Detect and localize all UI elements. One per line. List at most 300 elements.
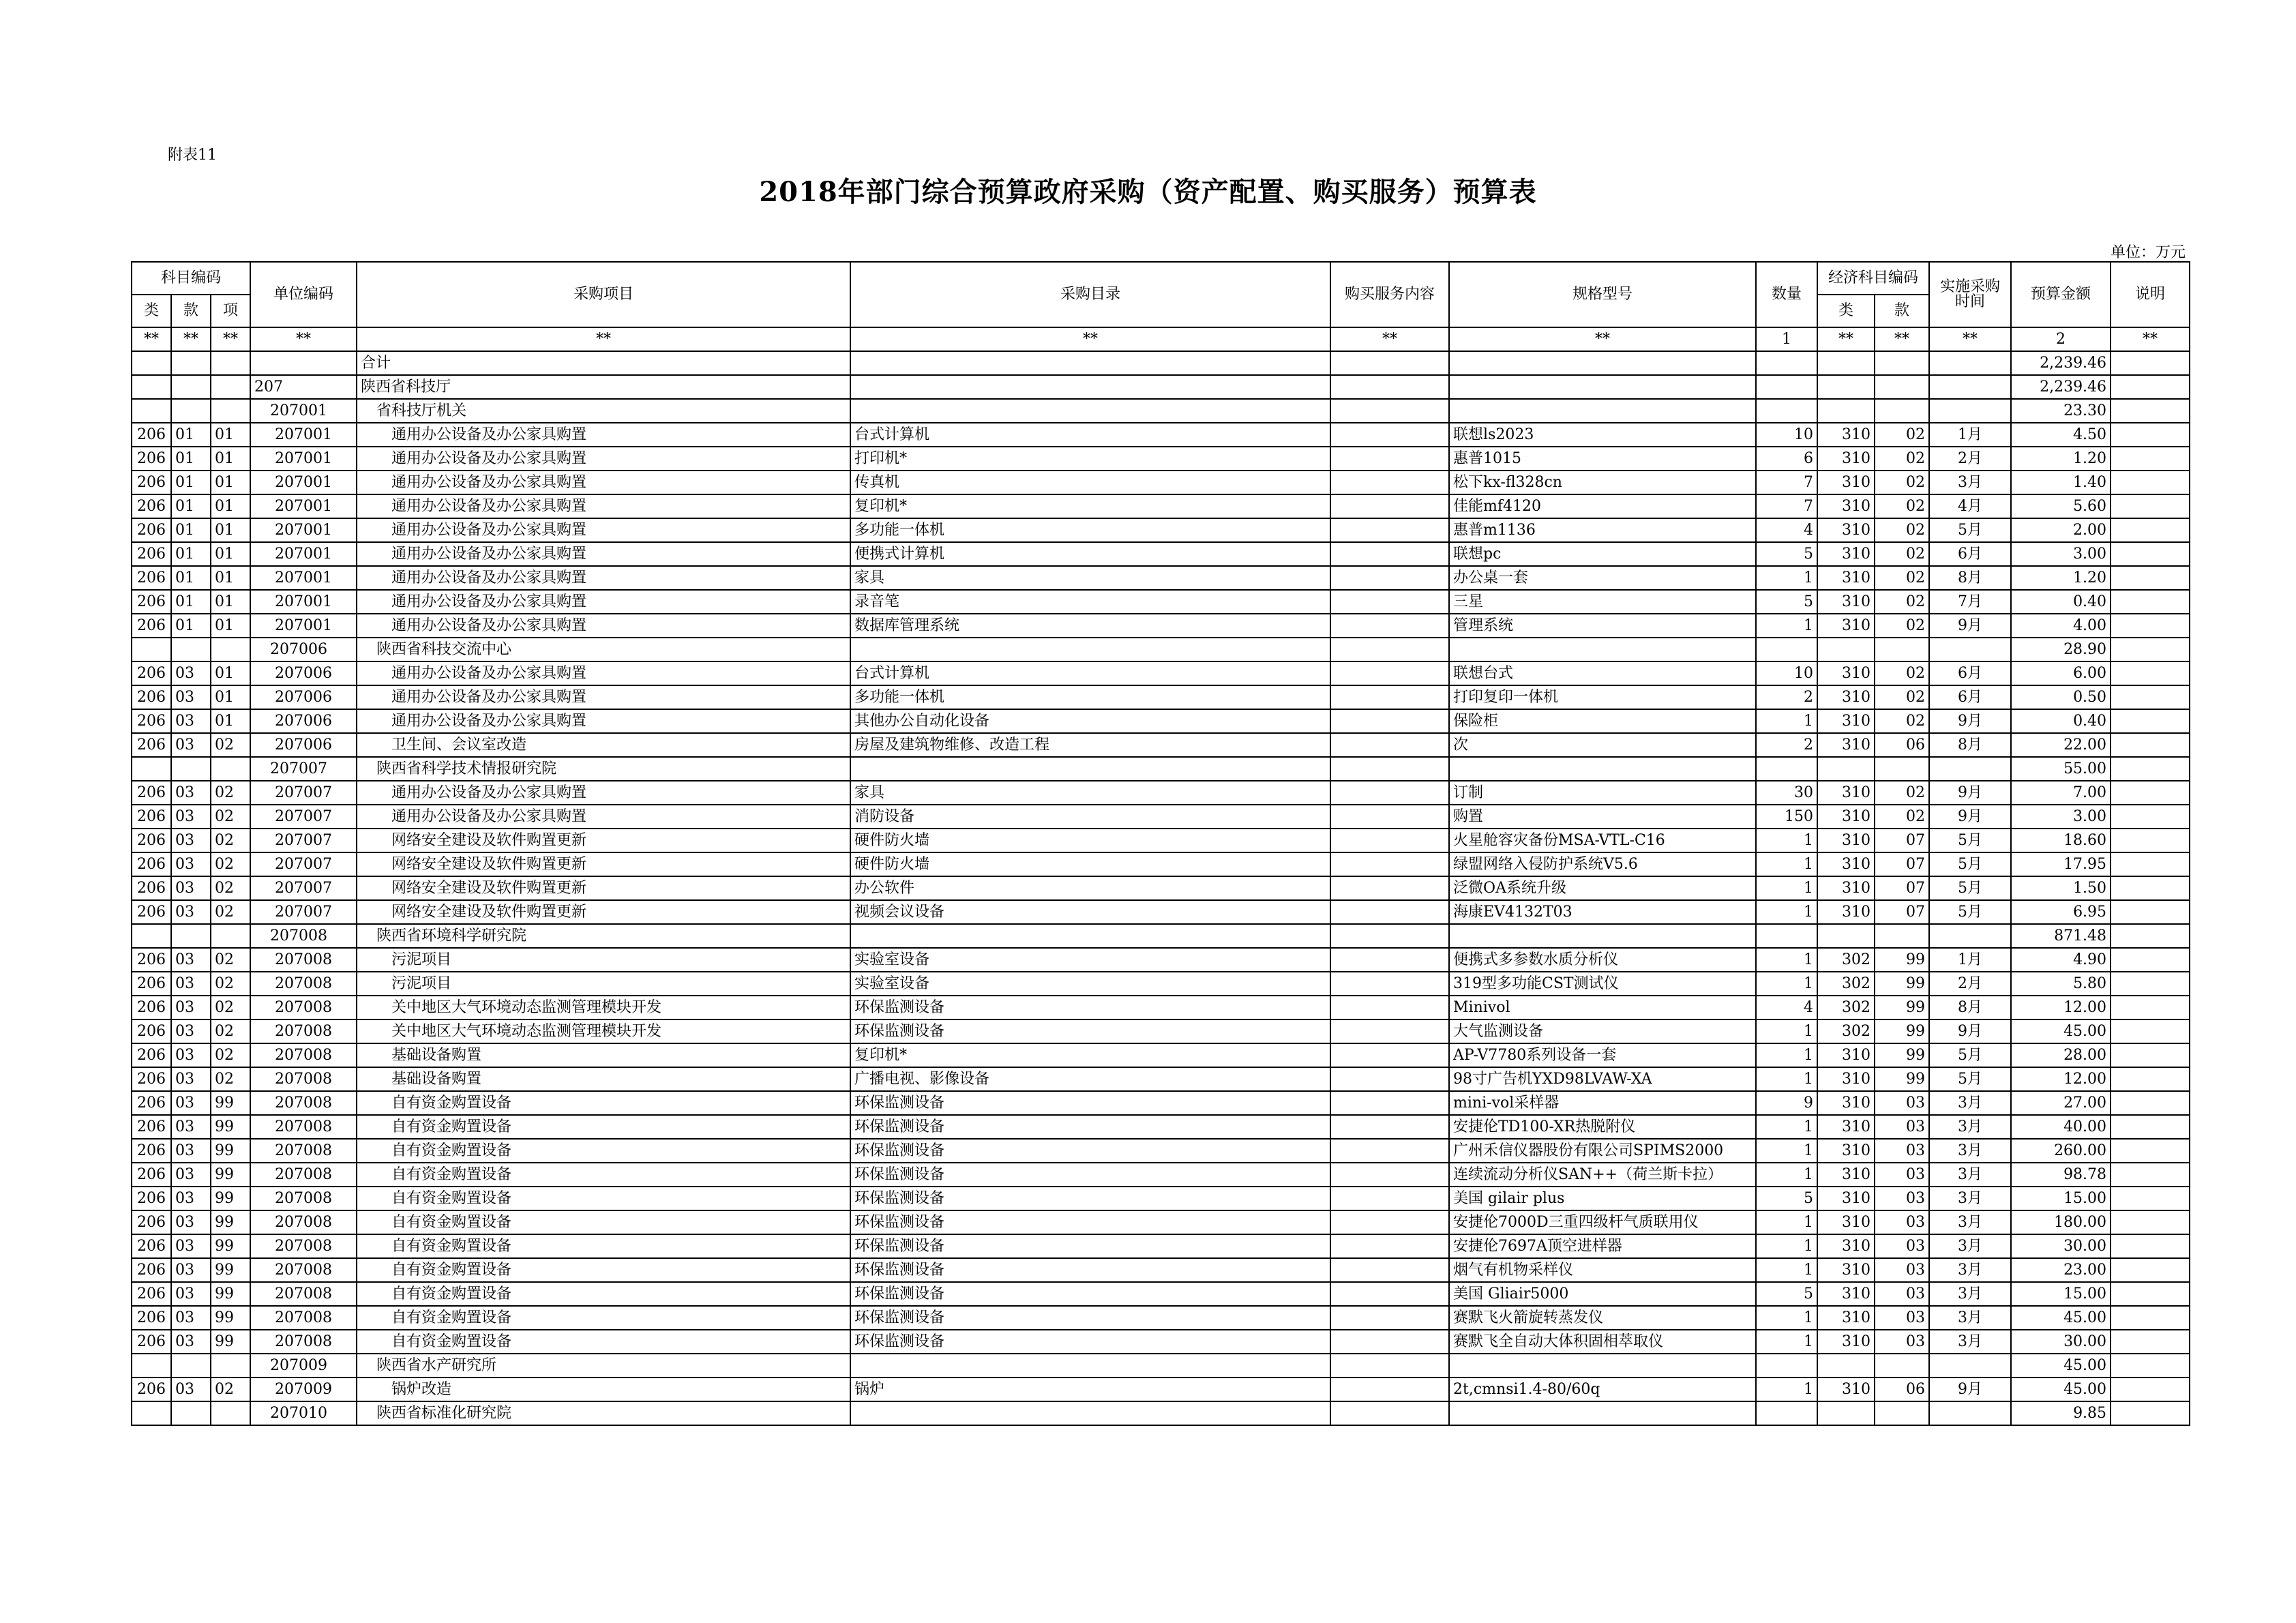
cell-xiang: 02 — [211, 876, 250, 900]
cell-amount: 1.40 — [2011, 471, 2111, 494]
cell-lei — [132, 757, 171, 781]
cell-time: 3月 — [1929, 1163, 2011, 1187]
cell-econ-kuan: 03 — [1875, 1210, 1929, 1234]
table-row — [132, 1019, 2190, 1043]
cell-note — [2111, 852, 2190, 876]
cell-spec: 烟气有机物采样仪 — [1449, 1258, 1756, 1282]
cell-amount: 55.00 — [2011, 757, 2111, 781]
cell-econ-kuan: 03 — [1875, 1115, 1929, 1139]
cell-project: 自有资金购置设备 — [357, 1258, 850, 1282]
cell-unit-code: 207007 — [250, 757, 357, 781]
cell-unit-code: 207001 — [250, 518, 357, 542]
cell-note — [2111, 996, 2190, 1019]
cell-xiang: 02 — [211, 1043, 250, 1067]
cell-note — [2111, 423, 2190, 447]
cell-lei: 206 — [132, 518, 171, 542]
cell-econ-lei: 310 — [1817, 685, 1875, 709]
cell-note — [2111, 375, 2190, 399]
cell-xiang: 99 — [211, 1282, 250, 1306]
cell-time — [1929, 638, 2011, 661]
star-row — [132, 327, 2190, 351]
cell-note — [2111, 542, 2190, 566]
table-row — [132, 972, 2190, 996]
cell-amount: 9.85 — [2011, 1401, 2111, 1425]
cell-econ-kuan: 03 — [1875, 1282, 1929, 1306]
header-lei: 类 — [132, 295, 171, 327]
cell-xiang — [211, 757, 250, 781]
cell-econ-kuan: 03 — [1875, 1139, 1929, 1163]
cell-project: 通用办公设备及办公家具购置 — [357, 566, 850, 590]
cell-qty: 1 — [1756, 566, 1817, 590]
cell-econ-lei: 310 — [1817, 471, 1875, 494]
header-econ-kuan: 款 — [1875, 295, 1929, 327]
cell-lei — [132, 638, 171, 661]
cell-econ-kuan: 07 — [1875, 876, 1929, 900]
cell-xiang: 02 — [211, 1378, 250, 1401]
cell-project: 网络安全建设及软件购置更新 — [357, 900, 850, 924]
cell-spec: 泛微OA系统升级 — [1449, 876, 1756, 900]
table-row — [132, 1115, 2190, 1139]
cell-unit-code: 207009 — [250, 1378, 357, 1401]
cell-econ-kuan — [1875, 638, 1929, 661]
cell-amount: 30.00 — [2011, 1234, 2111, 1258]
cell-note — [2111, 351, 2190, 375]
cell-econ-kuan — [1875, 924, 1929, 948]
cell-kuan: 01 — [171, 518, 211, 542]
cell-lei: 206 — [132, 685, 171, 709]
cell-econ-lei — [1817, 638, 1875, 661]
cell-time — [1929, 351, 2011, 375]
cell-note — [2111, 948, 2190, 972]
cell-lei: 206 — [132, 805, 171, 829]
cell-spec: 海康EV4132T03 — [1449, 900, 1756, 924]
cell-project: 自有资金购置设备 — [357, 1282, 850, 1306]
cell-amount: 30.00 — [2011, 1330, 2111, 1354]
cell-amount: 0.40 — [2011, 590, 2111, 614]
table-row — [132, 876, 2190, 900]
cell-xiang — [211, 924, 250, 948]
cell-catalog: 实验室设备 — [850, 948, 1330, 972]
cell-kuan: 01 — [171, 447, 211, 471]
header-catalog: 采购目录 — [850, 262, 1330, 327]
cell-service — [1330, 494, 1449, 518]
cell-qty: 1 — [1756, 829, 1817, 852]
cell-qty: 150 — [1756, 805, 1817, 829]
cell-spec: Minivol — [1449, 996, 1756, 1019]
cell-econ-kuan: 03 — [1875, 1091, 1929, 1115]
cell-spec: 安捷伦7697A顶空进样器 — [1449, 1234, 1756, 1258]
cell-qty: 1 — [1756, 1043, 1817, 1067]
cell-xiang: 99 — [211, 1187, 250, 1210]
cell-unit-code: 207008 — [250, 1115, 357, 1139]
cell-econ-lei: 310 — [1817, 423, 1875, 447]
cell-econ-lei: 310 — [1817, 805, 1875, 829]
cell-econ-lei: 310 — [1817, 876, 1875, 900]
cell-unit-code: 207001 — [250, 447, 357, 471]
cell-service — [1330, 351, 1449, 375]
cell-catalog: 硬件防火墙 — [850, 852, 1330, 876]
cell-catalog: 家具 — [850, 781, 1330, 805]
cell-kuan: 03 — [171, 1378, 211, 1401]
cell-note — [2111, 1067, 2190, 1091]
cell-time: 5月 — [1929, 876, 2011, 900]
cell-lei: 206 — [132, 1210, 171, 1234]
cell-amount: 2,239.46 — [2011, 375, 2111, 399]
cell-spec — [1449, 1401, 1756, 1425]
cell-note — [2111, 590, 2190, 614]
cell-kuan — [171, 375, 211, 399]
cell-amount: 45.00 — [2011, 1354, 2111, 1378]
cell-time: 5月 — [1929, 900, 2011, 924]
cell-unit-code: 207008 — [250, 996, 357, 1019]
table-row — [132, 518, 2190, 542]
cell-amount: 27.00 — [2011, 1091, 2111, 1115]
header-econ-lei: 类 — [1817, 295, 1875, 327]
cell-econ-lei: 310 — [1817, 1306, 1875, 1330]
cell-unit-code: 207006 — [250, 685, 357, 709]
cell-econ-lei: 310 — [1817, 1210, 1875, 1234]
cell-service — [1330, 996, 1449, 1019]
cell-service — [1330, 1330, 1449, 1354]
cell-qty: 1 — [1756, 614, 1817, 638]
cell-time — [1929, 924, 2011, 948]
cell-catalog: 环保监测设备 — [850, 1306, 1330, 1330]
cell-qty: 1 — [1756, 709, 1817, 733]
cell-econ-lei — [1817, 1401, 1875, 1425]
cell-amount: 15.00 — [2011, 1282, 2111, 1306]
cell-catalog: 其他办公自动化设备 — [850, 709, 1330, 733]
cell-spec: 2t,cmnsi1.4-80/60q — [1449, 1378, 1756, 1401]
cell-spec: 松下kx-fl328cn — [1449, 471, 1756, 494]
cell-note — [2111, 1258, 2190, 1282]
cell-service — [1330, 566, 1449, 590]
cell-catalog — [850, 638, 1330, 661]
cell-lei: 206 — [132, 733, 171, 757]
cell-kuan: 03 — [171, 781, 211, 805]
cell-service — [1330, 423, 1449, 447]
cell-kuan: 03 — [171, 1306, 211, 1330]
cell-lei: 206 — [132, 494, 171, 518]
cell-time: 3月 — [1929, 1330, 2011, 1354]
table-row — [132, 829, 2190, 852]
cell-catalog: 消防设备 — [850, 805, 1330, 829]
star-cell: ** — [171, 327, 211, 351]
cell-unit-code: 207008 — [250, 1330, 357, 1354]
cell-service — [1330, 471, 1449, 494]
cell-project: 污泥项目 — [357, 972, 850, 996]
cell-catalog: 复印机* — [850, 1043, 1330, 1067]
cell-qty: 1 — [1756, 1115, 1817, 1139]
cell-time: 3月 — [1929, 1091, 2011, 1115]
cell-note — [2111, 447, 2190, 471]
cell-kuan: 03 — [171, 1139, 211, 1163]
cell-unit-code: 207008 — [250, 1163, 357, 1187]
cell-kuan: 03 — [171, 805, 211, 829]
cell-lei: 206 — [132, 614, 171, 638]
header-econ-code: 经济科目编码 — [1817, 262, 1929, 295]
cell-econ-kuan: 06 — [1875, 1378, 1929, 1401]
cell-unit-code: 207008 — [250, 1139, 357, 1163]
cell-lei — [132, 399, 171, 423]
cell-service — [1330, 781, 1449, 805]
cell-kuan: 01 — [171, 614, 211, 638]
cell-qty: 1 — [1756, 1258, 1817, 1282]
cell-note — [2111, 781, 2190, 805]
cell-spec: 火星舱容灾备份MSA-VTL-C16 — [1449, 829, 1756, 852]
cell-amount: 45.00 — [2011, 1306, 2111, 1330]
table-row — [132, 1258, 2190, 1282]
cell-amount: 23.00 — [2011, 1258, 2111, 1282]
cell-econ-lei: 302 — [1817, 1019, 1875, 1043]
cell-qty: 5 — [1756, 1282, 1817, 1306]
cell-note — [2111, 829, 2190, 852]
cell-unit-code: 207008 — [250, 1234, 357, 1258]
cell-kuan: 01 — [171, 471, 211, 494]
cell-qty: 5 — [1756, 1187, 1817, 1210]
cell-catalog: 环保监测设备 — [850, 1139, 1330, 1163]
cell-catalog: 环保监测设备 — [850, 1019, 1330, 1043]
cell-amount: 3.00 — [2011, 542, 2111, 566]
cell-project: 陕西省标准化研究院 — [357, 1401, 850, 1425]
cell-qty: 4 — [1756, 996, 1817, 1019]
cell-project: 网络安全建设及软件购置更新 — [357, 876, 850, 900]
cell-qty: 6 — [1756, 447, 1817, 471]
cell-kuan: 01 — [171, 590, 211, 614]
table-row — [132, 733, 2190, 757]
cell-time: 9月 — [1929, 781, 2011, 805]
cell-econ-lei: 310 — [1817, 1067, 1875, 1091]
cell-xiang: 99 — [211, 1306, 250, 1330]
cell-catalog: 环保监测设备 — [850, 1210, 1330, 1234]
cell-qty: 10 — [1756, 423, 1817, 447]
cell-service — [1330, 1115, 1449, 1139]
cell-econ-lei: 310 — [1817, 542, 1875, 566]
cell-catalog: 多功能一体机 — [850, 685, 1330, 709]
cell-econ-kuan — [1875, 399, 1929, 423]
cell-spec — [1449, 924, 1756, 948]
cell-lei: 206 — [132, 1330, 171, 1354]
cell-xiang: 01 — [211, 566, 250, 590]
cell-time: 9月 — [1929, 1019, 2011, 1043]
cell-qty: 1 — [1756, 1306, 1817, 1330]
cell-amount: 871.48 — [2011, 924, 2111, 948]
cell-amount: 2.00 — [2011, 518, 2111, 542]
cell-lei: 206 — [132, 1043, 171, 1067]
cell-time: 8月 — [1929, 566, 2011, 590]
cell-project: 通用办公设备及办公家具购置 — [357, 494, 850, 518]
cell-service — [1330, 542, 1449, 566]
cell-xiang: 99 — [211, 1163, 250, 1187]
cell-catalog: 复印机* — [850, 494, 1330, 518]
cell-spec: 打印复印一体机 — [1449, 685, 1756, 709]
cell-unit-code: 207001 — [250, 590, 357, 614]
cell-time: 9月 — [1929, 805, 2011, 829]
cell-project: 通用办公设备及办公家具购置 — [357, 447, 850, 471]
cell-qty: 1 — [1756, 1330, 1817, 1354]
cell-service — [1330, 757, 1449, 781]
cell-amount: 180.00 — [2011, 1210, 2111, 1234]
cell-catalog: 实验室设备 — [850, 972, 1330, 996]
cell-lei: 206 — [132, 1067, 171, 1091]
cell-econ-kuan: 03 — [1875, 1187, 1929, 1210]
cell-amount: 4.50 — [2011, 423, 2111, 447]
cell-lei: 206 — [132, 471, 171, 494]
cell-lei: 206 — [132, 1091, 171, 1115]
cell-time: 3月 — [1929, 1115, 2011, 1139]
cell-amount: 6.00 — [2011, 661, 2111, 685]
cell-econ-kuan: 99 — [1875, 948, 1929, 972]
cell-unit-code: 207001 — [250, 566, 357, 590]
cell-time — [1929, 757, 2011, 781]
cell-qty: 7 — [1756, 494, 1817, 518]
table-row — [132, 757, 2190, 781]
cell-lei — [132, 1354, 171, 1378]
cell-amount: 6.95 — [2011, 900, 2111, 924]
table-row — [132, 924, 2190, 948]
cell-spec: 订制 — [1449, 781, 1756, 805]
cell-kuan: 01 — [171, 566, 211, 590]
cell-unit-code: 207008 — [250, 1210, 357, 1234]
cell-service — [1330, 1258, 1449, 1282]
cell-time: 9月 — [1929, 709, 2011, 733]
cell-lei: 206 — [132, 1139, 171, 1163]
cell-project: 通用办公设备及办公家具购置 — [357, 781, 850, 805]
cell-unit-code: 207001 — [250, 471, 357, 494]
cell-service — [1330, 1378, 1449, 1401]
cell-unit-code: 207008 — [250, 1282, 357, 1306]
cell-project: 陕西省科技厅 — [357, 375, 850, 399]
cell-note — [2111, 1210, 2190, 1234]
cell-xiang: 01 — [211, 471, 250, 494]
cell-qty: 1 — [1756, 948, 1817, 972]
cell-service — [1330, 900, 1449, 924]
cell-econ-lei: 310 — [1817, 1043, 1875, 1067]
cell-project: 自有资金购置设备 — [357, 1115, 850, 1139]
star-cell: 1 — [1756, 327, 1817, 351]
cell-econ-lei: 310 — [1817, 590, 1875, 614]
table-row — [132, 1163, 2190, 1187]
cell-time — [1929, 1401, 2011, 1425]
cell-qty: 1 — [1756, 1163, 1817, 1187]
cell-note — [2111, 805, 2190, 829]
table-row — [132, 1139, 2190, 1163]
cell-spec: 佳能mf4120 — [1449, 494, 1756, 518]
cell-xiang: 02 — [211, 996, 250, 1019]
table-row — [132, 1401, 2190, 1425]
cell-spec: 安捷伦7000D三重四级杆气质联用仪 — [1449, 1210, 1756, 1234]
table-row — [132, 781, 2190, 805]
cell-qty: 1 — [1756, 1019, 1817, 1043]
cell-qty: 7 — [1756, 471, 1817, 494]
cell-kuan — [171, 757, 211, 781]
cell-project: 卫生间、会议室改造 — [357, 733, 850, 757]
cell-project: 省科技厅机关 — [357, 399, 850, 423]
table-row — [132, 566, 2190, 590]
cell-spec: mini-vol采样器 — [1449, 1091, 1756, 1115]
header-qty: 数量 — [1756, 262, 1817, 327]
header-project: 采购项目 — [357, 262, 850, 327]
star-cell: ** — [1449, 327, 1756, 351]
header-unit-code: 单位编码 — [250, 262, 357, 327]
cell-econ-lei — [1817, 399, 1875, 423]
cell-econ-lei: 310 — [1817, 1282, 1875, 1306]
table-row — [132, 1354, 2190, 1378]
cell-econ-lei: 310 — [1817, 1163, 1875, 1187]
cell-xiang: 01 — [211, 542, 250, 566]
cell-econ-lei: 310 — [1817, 518, 1875, 542]
cell-time: 1月 — [1929, 423, 2011, 447]
cell-amount: 18.60 — [2011, 829, 2111, 852]
table-row — [132, 1378, 2190, 1401]
table-row — [132, 1306, 2190, 1330]
cell-service — [1330, 1282, 1449, 1306]
table-row — [132, 638, 2190, 661]
cell-project: 自有资金购置设备 — [357, 1091, 850, 1115]
cell-note — [2111, 566, 2190, 590]
cell-xiang: 01 — [211, 590, 250, 614]
cell-econ-kuan: 99 — [1875, 1043, 1929, 1067]
cell-unit-code: 207008 — [250, 1067, 357, 1091]
cell-catalog — [850, 1401, 1330, 1425]
table-row — [132, 447, 2190, 471]
cell-econ-lei — [1817, 757, 1875, 781]
cell-amount: 0.50 — [2011, 685, 2111, 709]
cell-lei: 206 — [132, 709, 171, 733]
cell-econ-kuan: 02 — [1875, 542, 1929, 566]
cell-xiang: 02 — [211, 781, 250, 805]
cell-lei: 206 — [132, 542, 171, 566]
table-row — [132, 542, 2190, 566]
cell-spec: 319型多功能CST测试仪 — [1449, 972, 1756, 996]
cell-spec: 联想pc — [1449, 542, 1756, 566]
cell-spec: 美国 Gliair5000 — [1449, 1282, 1756, 1306]
cell-unit-code: 207006 — [250, 709, 357, 733]
cell-catalog — [850, 757, 1330, 781]
cell-econ-kuan: 03 — [1875, 1330, 1929, 1354]
cell-qty — [1756, 375, 1817, 399]
cell-project: 陕西省科技交流中心 — [357, 638, 850, 661]
cell-xiang: 99 — [211, 1210, 250, 1234]
cell-econ-lei: 310 — [1817, 852, 1875, 876]
cell-unit-code: 207 — [250, 375, 357, 399]
cell-project: 通用办公设备及办公家具购置 — [357, 518, 850, 542]
cell-lei: 206 — [132, 829, 171, 852]
cell-time: 5月 — [1929, 829, 2011, 852]
cell-spec — [1449, 351, 1756, 375]
table-row — [132, 1234, 2190, 1258]
cell-time: 4月 — [1929, 494, 2011, 518]
cell-spec: 绿盟网络入侵防护系统V5.6 — [1449, 852, 1756, 876]
cell-service — [1330, 948, 1449, 972]
cell-econ-lei: 310 — [1817, 1330, 1875, 1354]
cell-amount: 15.00 — [2011, 1187, 2111, 1210]
cell-lei: 206 — [132, 1258, 171, 1282]
cell-kuan: 03 — [171, 1234, 211, 1258]
cell-lei: 206 — [132, 1019, 171, 1043]
cell-note — [2111, 1091, 2190, 1115]
cell-note — [2111, 709, 2190, 733]
table-row — [132, 375, 2190, 399]
cell-note — [2111, 1354, 2190, 1378]
cell-service — [1330, 924, 1449, 948]
cell-qty: 1 — [1756, 1067, 1817, 1091]
cell-xiang: 02 — [211, 1067, 250, 1091]
header-xiang: 项 — [211, 295, 250, 327]
cell-econ-kuan: 02 — [1875, 661, 1929, 685]
cell-note — [2111, 757, 2190, 781]
cell-project: 自有资金购置设备 — [357, 1306, 850, 1330]
cell-time: 3月 — [1929, 471, 2011, 494]
